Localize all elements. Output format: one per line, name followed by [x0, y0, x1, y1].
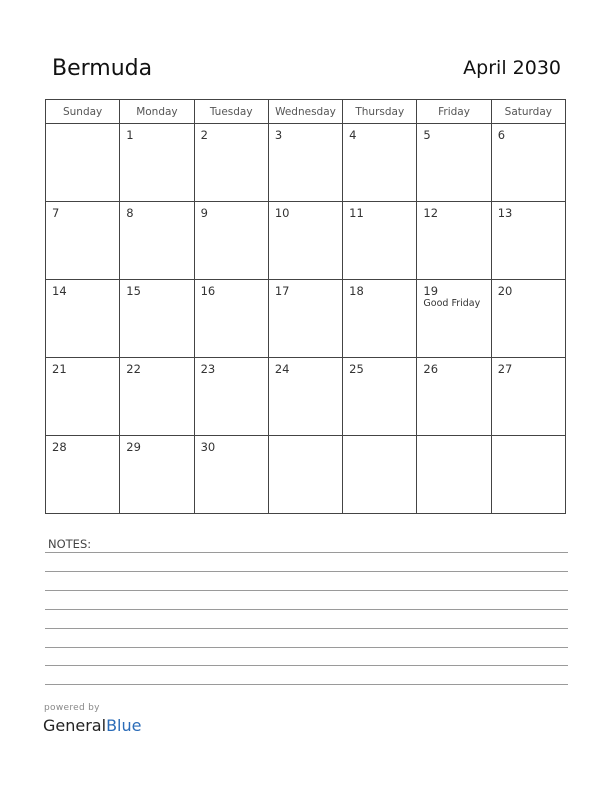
day-number: 17	[274, 284, 290, 298]
day-number: 24	[274, 362, 290, 376]
day-number: 16	[200, 284, 216, 298]
day-cell	[417, 124, 491, 202]
day-number: 25	[349, 362, 364, 376]
note-line	[45, 684, 568, 685]
day-number: 20	[497, 284, 513, 298]
day-number: 27	[497, 362, 513, 376]
day-number: 29	[126, 440, 141, 454]
day-number: 18	[349, 284, 364, 298]
day-cell	[120, 280, 194, 358]
weekday-tuesday: Tuesday	[194, 100, 268, 124]
notes-label: NOTES:	[48, 537, 92, 551]
day-number: 13	[497, 206, 513, 220]
day-cell	[343, 202, 417, 280]
day-number: 6	[497, 128, 506, 142]
day-cell	[491, 436, 565, 514]
day-cell	[194, 124, 268, 202]
week-row	[46, 124, 566, 202]
day-number: 15	[126, 284, 141, 298]
brand-general: General	[43, 716, 107, 735]
day-cell	[268, 436, 342, 514]
brand-logo	[43, 716, 141, 735]
month-title: April 2030	[463, 57, 561, 79]
day-number: 7	[52, 206, 60, 220]
day-cell	[46, 358, 120, 436]
day-cell	[491, 124, 565, 202]
day-cell	[268, 124, 342, 202]
day-cell	[491, 358, 565, 436]
day-number: 1	[126, 128, 134, 142]
day-number: 2	[200, 128, 208, 142]
day-number: 8	[126, 206, 134, 220]
weekday-thursday: Thursday	[343, 100, 417, 124]
day-number: 23	[200, 362, 216, 376]
weekday-header-row	[46, 100, 566, 124]
note-line	[45, 665, 568, 666]
weekday-sunday: Sunday	[46, 100, 120, 124]
weekday-saturday: Saturday	[491, 100, 565, 124]
day-number: 11	[349, 206, 364, 220]
day-cell	[194, 358, 268, 436]
day-cell	[417, 202, 491, 280]
day-number: 3	[274, 128, 283, 142]
holiday-label: Good Friday	[423, 298, 481, 309]
day-cell	[417, 280, 491, 358]
day-cell	[120, 202, 194, 280]
day-cell	[417, 436, 491, 514]
day-number: 12	[423, 206, 439, 220]
day-cell	[194, 280, 268, 358]
day-number: 4	[349, 128, 357, 142]
day-number: 10	[274, 206, 290, 220]
day-number: 30	[200, 440, 216, 454]
day-number: 28	[52, 440, 67, 454]
day-number: 22	[126, 362, 141, 376]
day-cell	[417, 358, 491, 436]
week-row	[46, 436, 566, 514]
week-row	[46, 358, 566, 436]
note-line	[45, 609, 568, 610]
day-cell	[120, 124, 194, 202]
note-line	[45, 647, 568, 648]
day-cell	[343, 124, 417, 202]
day-cell	[343, 358, 417, 436]
powered-by-text: powered by	[44, 703, 100, 713]
day-cell	[120, 358, 194, 436]
day-number: 21	[52, 362, 67, 376]
day-cell	[194, 436, 268, 514]
day-number: 5	[423, 128, 431, 142]
day-cell	[491, 280, 565, 358]
weekday-friday: Friday	[417, 100, 491, 124]
day-cell	[343, 280, 417, 358]
day-cell	[46, 280, 120, 358]
note-line	[45, 628, 568, 629]
day-cell	[268, 202, 342, 280]
country-title: Bermuda	[52, 56, 153, 81]
note-line	[45, 590, 568, 591]
day-cell	[46, 124, 120, 202]
calendar-grid	[45, 99, 566, 514]
day-number: 19	[423, 284, 439, 298]
day-number: 26	[423, 362, 439, 376]
day-cell	[343, 436, 417, 514]
day-cell	[491, 202, 565, 280]
day-cell	[46, 436, 120, 514]
day-cell	[46, 202, 120, 280]
weekday-monday: Monday	[120, 100, 194, 124]
note-line	[45, 552, 568, 553]
day-cell	[268, 280, 342, 358]
week-row	[46, 202, 566, 280]
week-row	[46, 280, 566, 358]
day-number: 9	[200, 206, 208, 220]
weekday-wednesday: Wednesday	[268, 100, 342, 124]
day-cell	[120, 436, 194, 514]
note-line	[45, 571, 568, 572]
day-cell	[194, 202, 268, 280]
brand-blue: Blue	[106, 716, 142, 735]
day-cell	[268, 358, 342, 436]
day-number: 14	[52, 284, 67, 298]
